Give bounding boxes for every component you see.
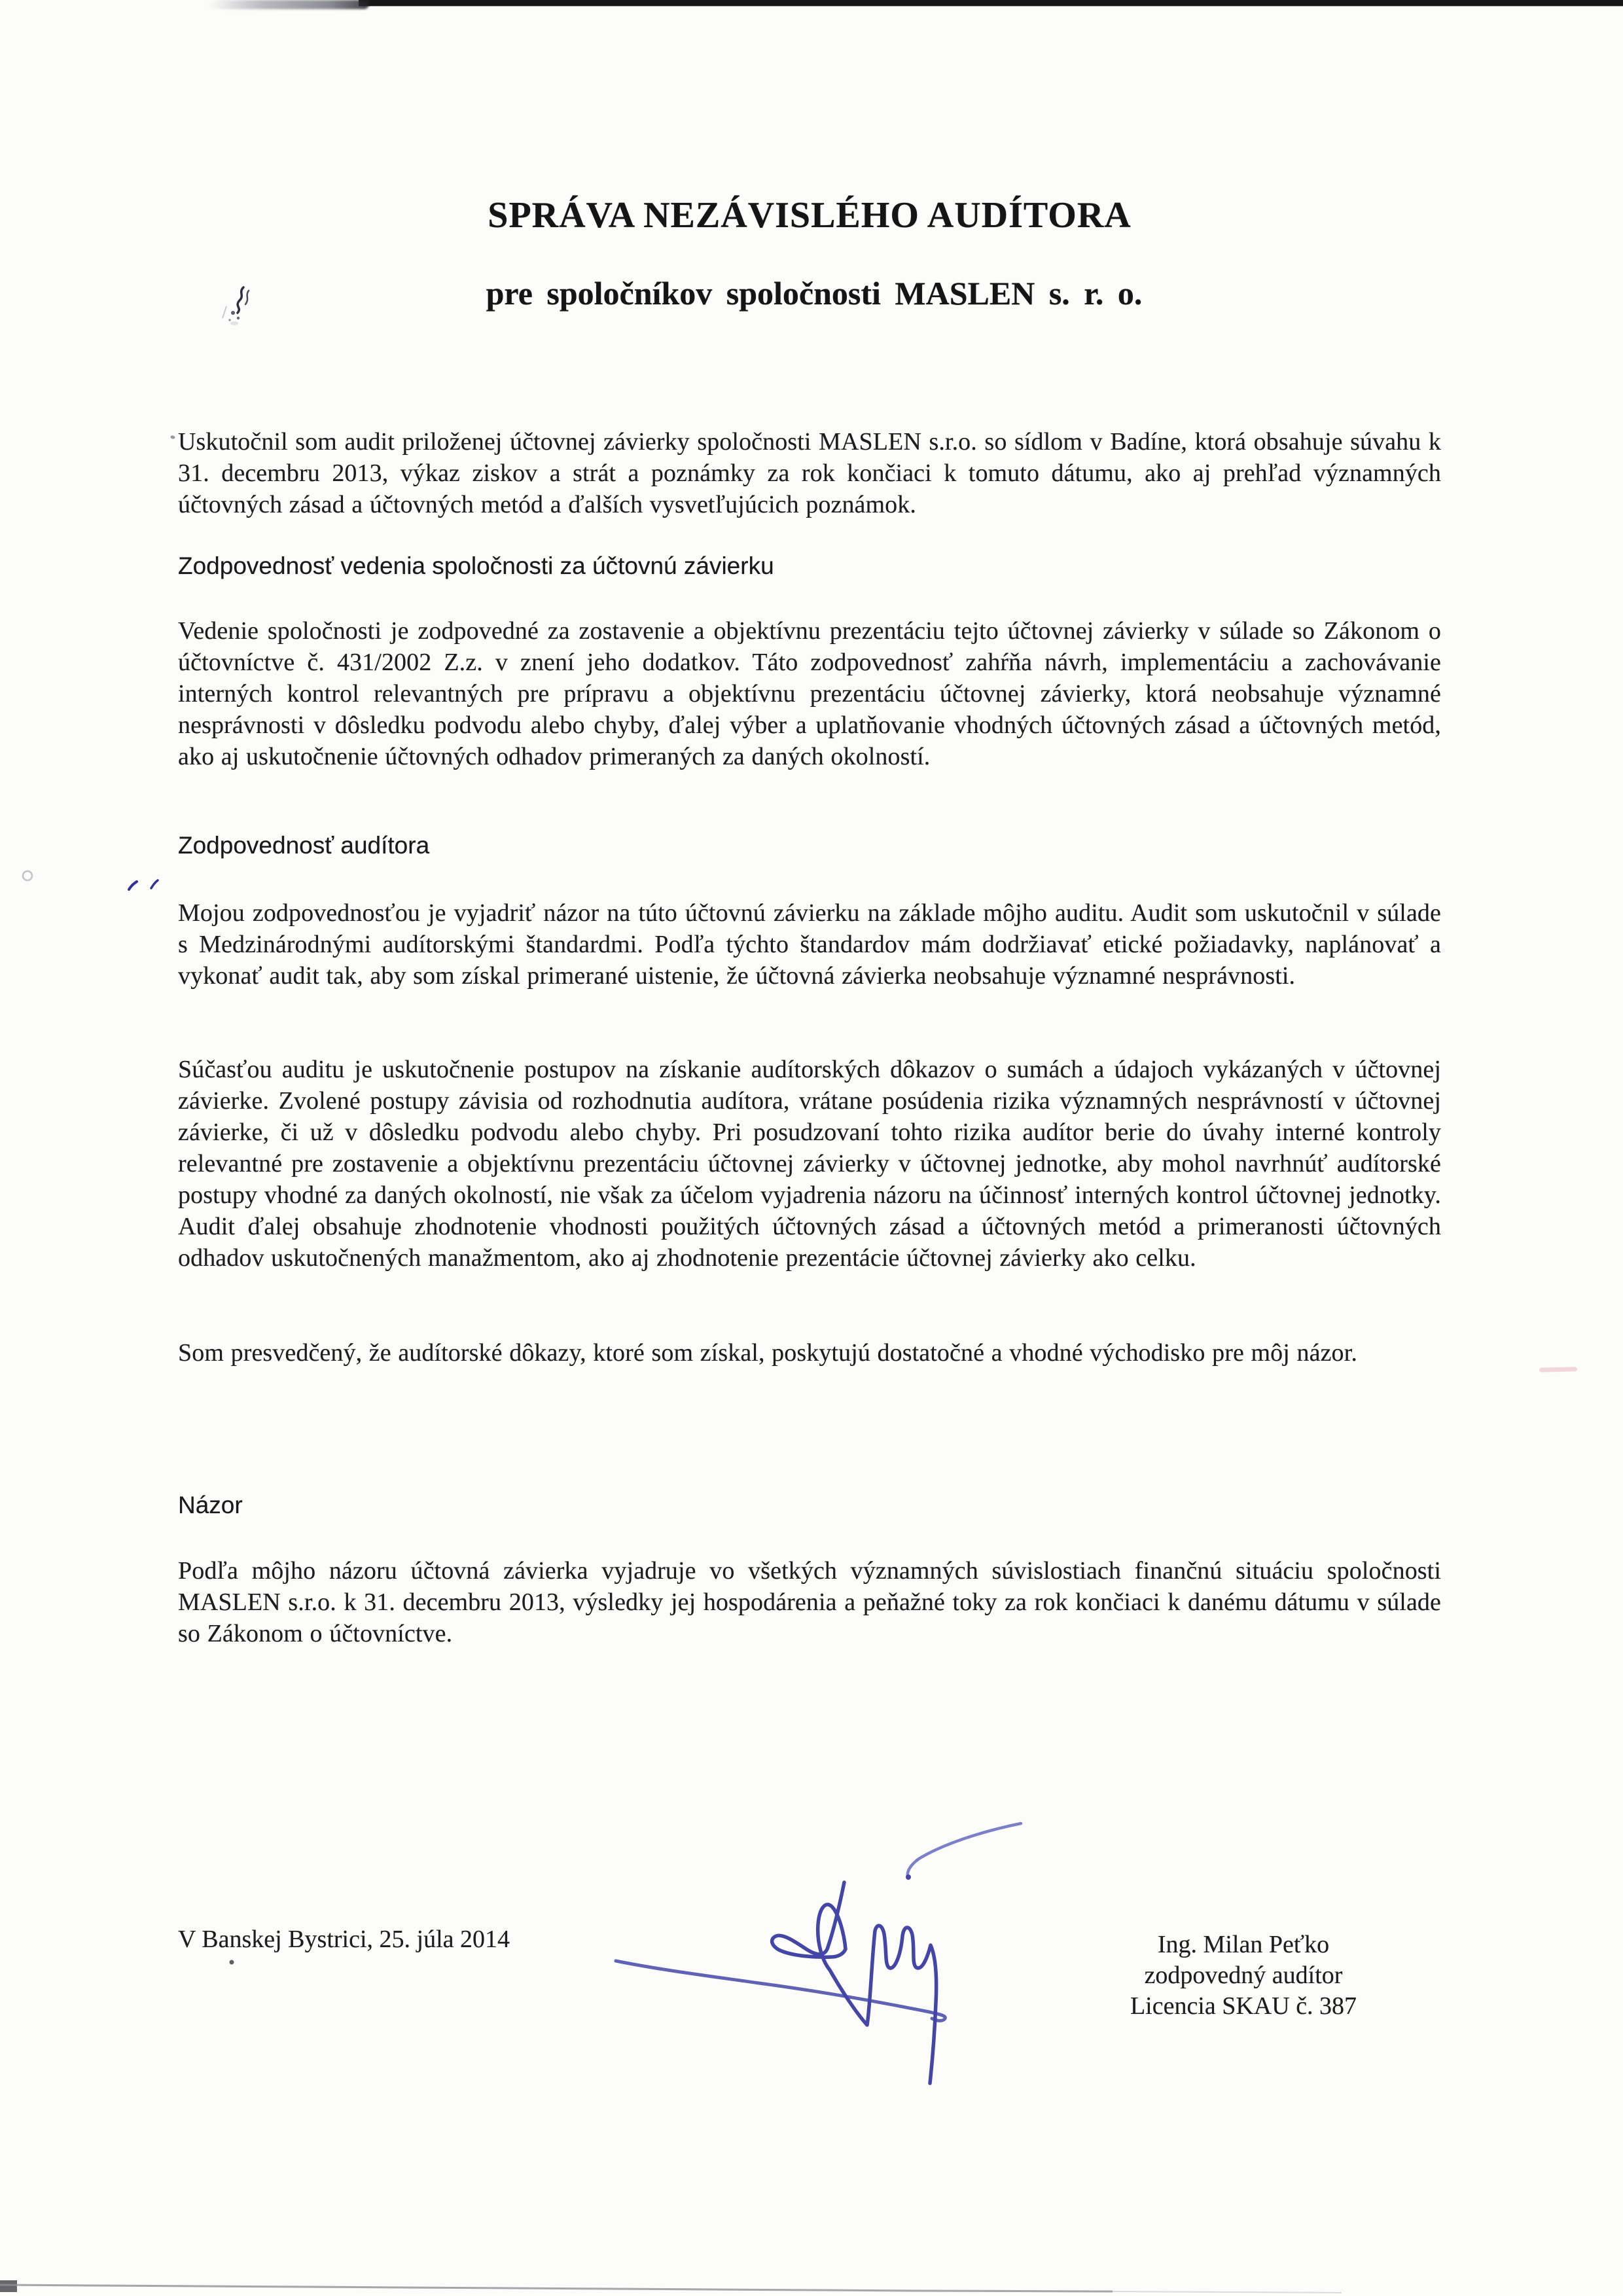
auditor-responsibility-paragraph-2: Súčasťou auditu je uskutočnenie postupov na získanie audítorských dôkazov o sumách a údajoch vykázaných v účtovnej závierke. Zvolené postupy závisia od rozhodnutia audítora, vrátane posúdenia rizika významných nesprávností v účtovnej závierke, či už v dôsledku podvodu alebo chyby. Pri posudzovaní tohto rizika audítor berie do úvahy interné kontroly relevantné pre zostavenie a objektívnu prezentáciu účtovnej závierky v účtovnej jednotke, aby mohol navrhnúť audítorské postupy vhodné za daných okolností, nie však za účelom vyjadrenia názoru na účinnosť interných kontrol účtovnej jednotky. Audit ďalej obsahuje zhodnotenie vhodnosti použitých účtovných zásad a účtovných metód a primeranosti účtovných odhadov uskutočnených manažmentom, ako aj zhodnotenie prezentácie účtovnej závierky ako celku. xyxy=(178,1056,1441,1272)
signer-name: Ing. Milan Peťko xyxy=(1157,1931,1330,1958)
section-heading-opinion: Názor xyxy=(178,1492,243,1518)
document-title: SPRÁVA NEZÁVISLÉHO AUDÍTORA xyxy=(488,195,1132,236)
signature-stroke-arc xyxy=(908,1823,1021,1878)
scan-ring-mark xyxy=(23,871,32,880)
auditor-responsibility-paragraph-1: Mojou zodpovednosťou je vyjadriť názor na túto účtovnú závierku na základe môjho auditu. Audit som uskutočnil v súlade s Medzinárodnými audítorskými štandardmi. Podľa týchto štandardov mám dodržiavať etické požiadavky, naplánovať a vykonať audit tak, aby som získal primerané uistenie, že účtovná závierka neobsahuje významné nesprávnosti. xyxy=(178,899,1441,990)
scan-top-smudge-artifact xyxy=(208,0,369,9)
management-responsibility-paragraph: Vedenie spoločnosti je zodpovedné za zostavenie a objektívnu prezentáciu tejto účtovnej závierky v súlade so Zákonom o účtovníctve č. 431/2002 Z.z. v znení jeho dodatkov. Táto zodpovednosť zahŕňa návrh, implementáciu a zachovávanie interných kontrol relevantných pre prípravu a objektívnu prezentáciu účtovnej závierky, ktorá neobsahuje významné nesprávnosti v dôsledku podvodu alebo chyby, ďalej výber a uplatňovanie vhodných účtovných zásad a účtovných metód, ako aj uskutočnenie účtovných odhadov primeraných za daných okolností. xyxy=(178,617,1441,770)
scan-dot-mark xyxy=(170,435,175,440)
signature-arc-end-dot xyxy=(906,1874,911,1880)
scan-dot-under-date xyxy=(230,1960,234,1965)
pink-highlighter-mark xyxy=(1539,1367,1577,1372)
auditor-responsibility-paragraph-3: Som presvedčený, že audítorské dôkazy, ktoré som získal, poskytujú dostatočné a vhodné východisko pre môj názor. xyxy=(178,1339,1357,1367)
scan-top-strip-artifact xyxy=(359,0,1623,6)
opinion-paragraph: Podľa môjho názoru účtovná závierka vyjadruje vo všetkých významných súvislostiach finančnú situáciu spoločnosti MASLEN s.r.o. k 31. decembru 2013, výsledky jej hospodárenia a peňažné toky za rok končiaci k danému dátumu v súlade so Zákonom o účtovníctve. xyxy=(178,1557,1441,1647)
section-heading-management-responsibility: Zodpovednosť vedenia spoločnosti za účtovnú závierku xyxy=(178,552,774,579)
intro-paragraph: Uskutočnil som audit priloženej účtovnej závierky spoločnosti MASLEN s.r.o. so sídlom v Badíne, ktorá obsahuje súvahu k 31. decembru 2013, výkaz ziskov a strát a poznámky za rok končiaci k tomuto dátumu, ako aj prehľad významných účtovných zásad a účtovných metód a ďalších vysvetľujúcich poznámok. xyxy=(178,428,1441,518)
signature-stroke-underline xyxy=(616,1961,945,2020)
scan-bottom-edge-line xyxy=(0,2280,1342,2293)
signer-role: zodpovedný audítor xyxy=(1144,1962,1343,1989)
signer-license: Licencia SKAU č. 387 xyxy=(1130,1992,1357,2020)
ink-speck-marks xyxy=(129,880,158,889)
place-and-date-line: V Banskej Bystrici, 25. júla 2014 xyxy=(178,1926,510,1953)
document-subtitle: pre spoločníkov spoločnosti MASLEN s. r. o. xyxy=(486,275,1143,312)
signer-block xyxy=(1041,1929,1446,2022)
section-heading-auditor-responsibility: Zodpovednosť audítora xyxy=(178,832,430,859)
signature-stroke-main xyxy=(772,1882,936,2083)
signature-ink xyxy=(589,1793,1047,2101)
